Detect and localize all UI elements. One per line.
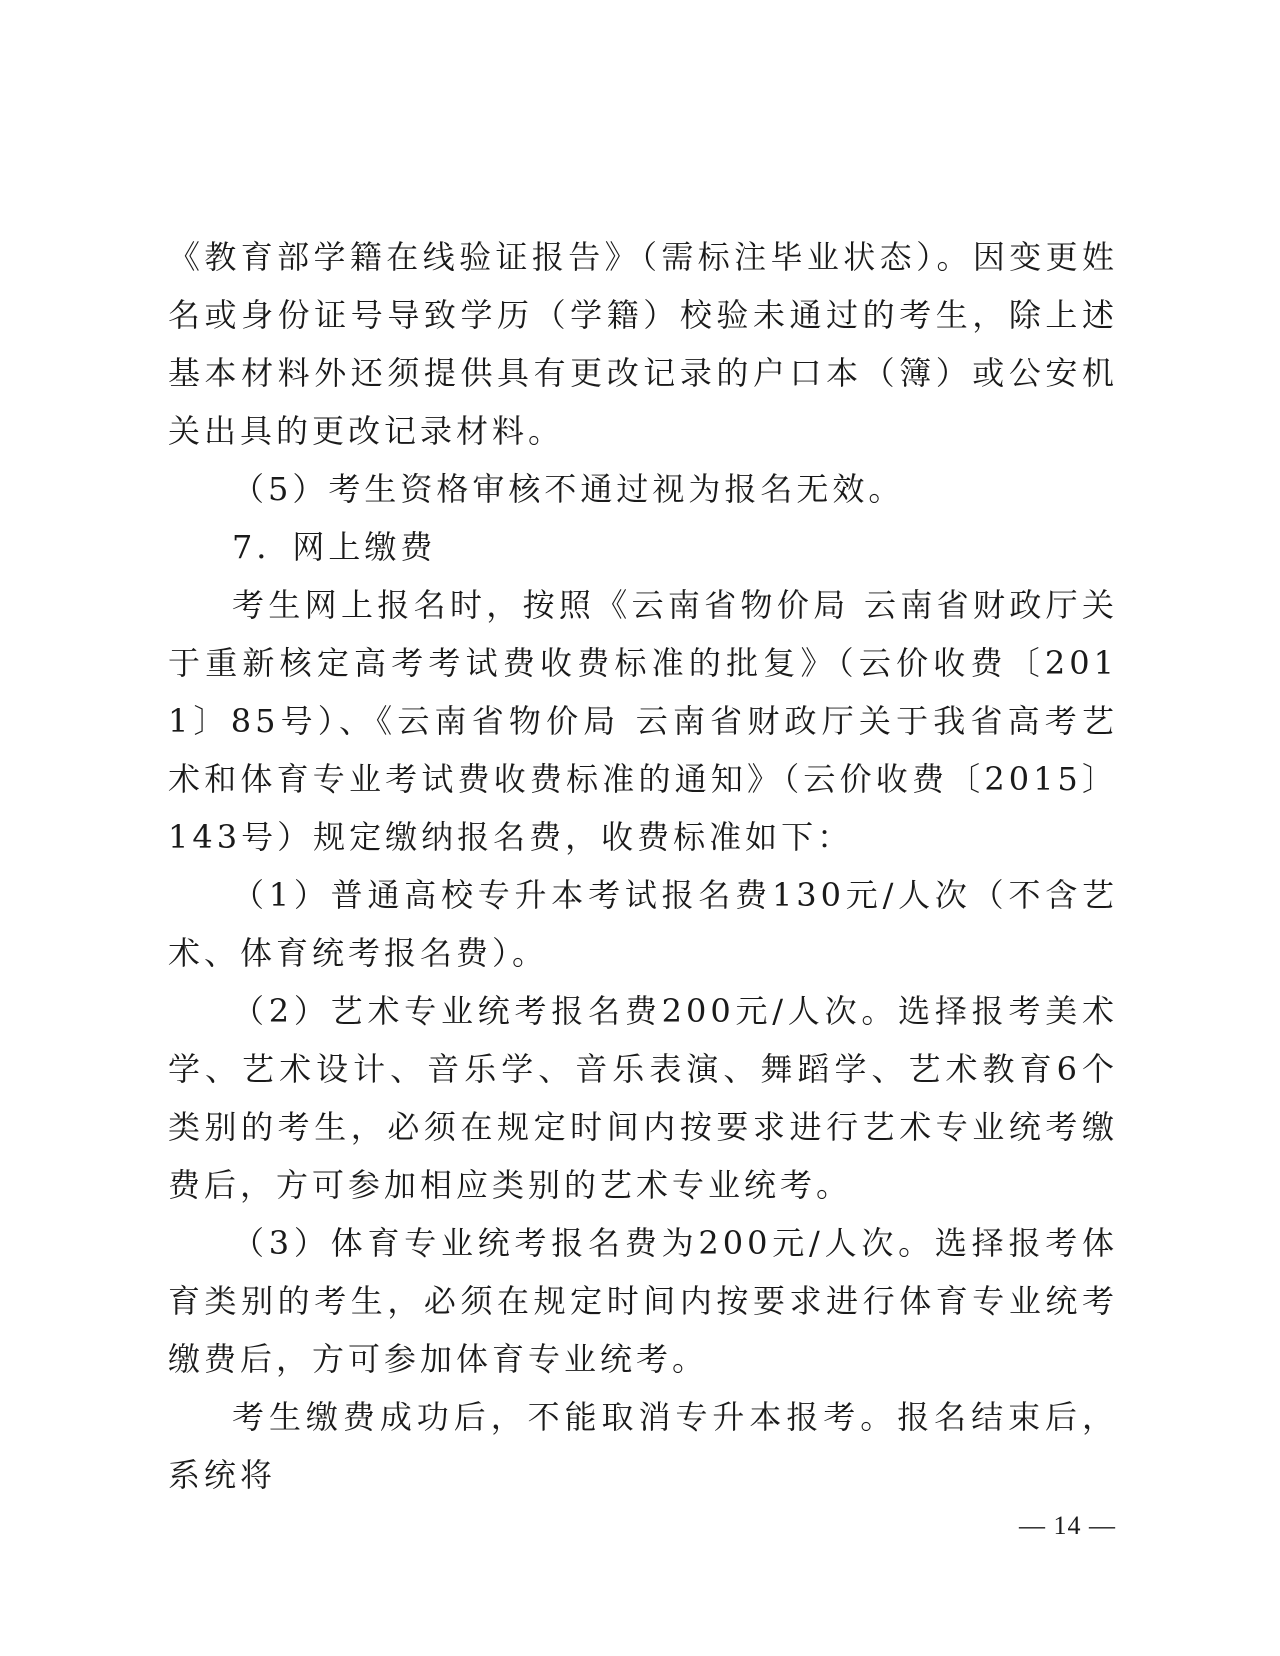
page-number: — 14 — xyxy=(1019,1511,1116,1540)
document-body xyxy=(168,228,1118,1504)
paragraph-fee-regulations: 考生网上报名时，按照《云南省物价局 云南省财政厅关于重新核定高考考试费收费标准的批复》（云价收费〔2011〕85号）、《云南省物价局 云南省财政厅关于我省高考艺术和体育专业考试费收费标准的通知》（云价收费〔2015〕143号）规定缴纳报名费，收费标准如下： xyxy=(168,586,1118,856)
paragraph-after-payment: 考生缴费成功后，不能取消专升本报考。报名结束后，系统将 xyxy=(168,1398,1118,1494)
paragraph-verification-materials: 《教育部学籍在线验证报告》（需标注毕业状态）。因变更姓名或身份证号导致学历（学籍）校验未通过的考生，除上述基本材料外还须提供具有更改记录的户口本（簿）或公安机关出具的更改记录材料。 xyxy=(168,238,1118,450)
paragraph-fee-art: （2）艺术专业统考报名费200元/人次。选择报考美术学、艺术设计、音乐学、音乐表演、舞蹈学、艺术教育6个类别的考生，必须在规定时间内按要求进行艺术专业统考缴费后，方可参加相应类别的艺术专业统考。 xyxy=(168,992,1118,1204)
paragraph-review-invalid: （5）考生资格审核不通过视为报名无效。 xyxy=(232,470,905,508)
section-heading-online-payment: 7．网上缴费 xyxy=(232,528,437,566)
paragraph-fee-sports: （3）体育专业统考报名费为200元/人次。选择报考体育类别的考生，必须在规定时间内按要求进行体育专业统考缴费后，方可参加体育专业统考。 xyxy=(168,1224,1118,1378)
paragraph-fee-general: （1）普通高校专升本考试报名费130元/人次（不含艺术、体育统考报名费）。 xyxy=(168,876,1118,972)
